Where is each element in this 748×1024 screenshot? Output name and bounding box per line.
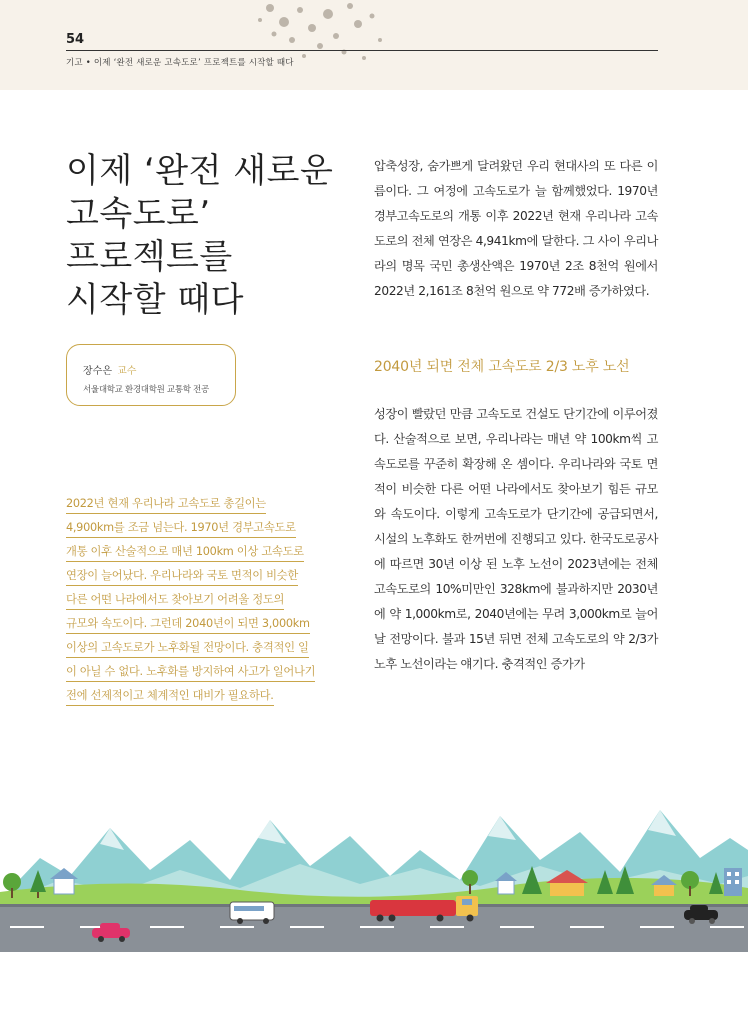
summary-line: 4,900km를 조금 넘는다. 1970년 경부고속도로 xyxy=(66,521,296,538)
highway-illustration xyxy=(0,780,748,952)
author-name: 장수은 xyxy=(83,366,112,377)
body-paragraph-2: 성장이 빨랐던 만큼 고속도로 건설도 단기간에 이루어졌다. 산술적으로 보면, 우리나라는 매년 약 100km씩 고속도로를 꾸준히 확장해 온 셈이다. 우리나라와 국토 면적이 비슷한 다른 어떤 나라에서도 찾아보기 힘든 규모와 속도이다. 이렇게 고속도로가 단기간에 공급되면서, 시설의 노후화도 한꺼번에 진행되고 있다. 한국도로공사에 따르면 30년 이상 된 노후 노선이 2023년에는 전체 고속도로의 10%미만인 328km에 불과하지만 2030년에 약 1,000km로, 2040년에는 무려 3,000km로 늘어날 전망이다. 불과 15년 뒤면 전체 고속도로의 약 2/3가 노후 노선이라는 얘기다. 충격적인 증가가 xyxy=(374,407,658,671)
summary-line: 전에 선제적이고 체계적인 대비가 필요하다. xyxy=(66,689,274,706)
summary-line: 연장이 늘어났다. 우리나라와 국토 면적이 비슷한 xyxy=(66,569,298,586)
summary-line: 2022년 현재 우리나라 고속도로 총길이는 xyxy=(66,497,266,514)
header-band xyxy=(0,0,748,90)
page-number: 54 xyxy=(66,32,85,47)
section-heading: 2040년 되면 전체 고속도로 2/3 노후 노선 xyxy=(374,359,630,375)
running-head: 기고 • 이제 ‘완전 새로운 고속도로’ 프로젝트를 시작할 때다 xyxy=(66,58,294,68)
summary-line: 규모와 속도이다. 그런데 2040년이 되면 3,000km xyxy=(66,617,310,634)
body-paragraph-1: 압축성장, 숨가쁘게 달려왔던 우리 현대사의 또 다른 이름이다. 그 여정에 고속도로가 늘 함께했었다. 1970년 경부고속도로의 개통 이후 2022년 현재 우리나라 고속도로의 전체 연장은 4,941km에 달한다. 그 사이 우리나라의 명목 국민 총생산액은 1970년 2조 8천억 원에서 2022년 2,161조 8천억 원으로 약 772배 증가하였다. xyxy=(374,159,658,298)
header-rule xyxy=(66,50,658,51)
summary-line: 이상의 고속도로가 노후화될 전망이다. 충격적인 일 xyxy=(66,641,309,658)
author-role: 교수 xyxy=(117,366,137,377)
summary-line: 다른 어떤 나라에서도 찾아보기 어려울 정도의 xyxy=(66,593,284,610)
summary-line: 이 아닐 수 없다. 노후화를 방지하여 사고가 일어나기 xyxy=(66,665,315,682)
summary-line: 개통 이후 산술적으로 매년 100km 이상 고속도로 xyxy=(66,545,304,562)
article-title: 이제 ‘완전 새로운 고속도로’ 프로젝트를 시작할 때다 xyxy=(66,151,334,320)
author-box xyxy=(66,344,236,406)
article-summary xyxy=(66,492,352,708)
author-affiliation: 서울대학교 환경대학원 교통학 전공 xyxy=(83,385,209,395)
